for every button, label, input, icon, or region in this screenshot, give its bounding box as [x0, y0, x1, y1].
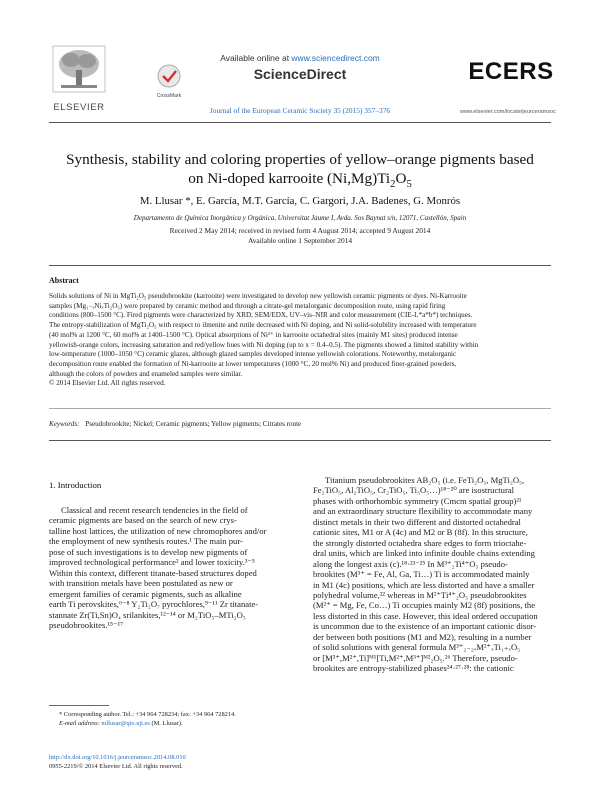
body-line: or [M³⁺,M²⁺,Ti]ᴹ¹[Ti,M²⁺,M³⁺]ᴹ²₂O₅.²⁶ Therefore, pseudo- [313, 652, 518, 663]
author-list: M. Llusar *, E. García, M.T. García, C. Gargori, J.A. Badenes, G. Monrós [139, 195, 461, 207]
abstract-line: low-temperature (1000–1050 °C) ceramic glazes, although glazed samples developed intense yellowish colorations. Noteworthy, metalorganic [49, 350, 457, 359]
body-line: brookites (M³⁺ = Fe, Al, Ga, Ti…) Ti is accommodated mainly [313, 569, 530, 580]
body-line: and an extraordinary structure flexibility to accommodate many [313, 506, 533, 517]
body-line: the employment of new synthesis routes.¹ The main pur- [49, 536, 243, 547]
body-line: the strongly distorted octahedra share edges to form trioctahe- [313, 537, 527, 548]
body-line: phases with orthorhombic symmetry (Cmcm spatial group)²¹ [313, 495, 522, 506]
abstract-line: samples (Mg₁₋ₓNiₓTi₂O₅) were prepared by ceramic method and through a citrate-gel metalorganic decomposition route, using rapid firing [49, 301, 446, 310]
crossmark-logo[interactable] [150, 64, 188, 99]
keywords-label: Keywords: [49, 420, 80, 428]
body-line: in M1 (4c) positions, which are less distorted and have a smaller [313, 579, 535, 590]
available-date: Available online 1 September 2014 [247, 236, 353, 245]
received-dates: Received 2 May 2014; received in revised form 4 August 2014; accepted 9 August 2014 [169, 226, 431, 235]
body-line: Fe₂TiO₅, Al₂TiO₅, Cr₂TiO₅, Ti₃O₅…)¹⁸⁻²⁰ are isostructural [313, 485, 515, 496]
left-column [49, 505, 287, 630]
abstract-line: decomposition route enabled the formation of Ni-karrooite at lower temperatures (1000 °C, 20 mol% Ni) and produced finer-grained powders, [49, 359, 457, 368]
corresponding-author: * Corresponding author. Tel.: +34 964 728234; fax: +34 964 728214. [59, 711, 236, 718]
footnote [49, 711, 294, 728]
body-line: ceramic pigments are based on the search of new crys- [49, 515, 237, 526]
publisher-name: ELSEVIER [53, 102, 105, 113]
journal-reference: Journal of the European Ceramic Society 35 (2015) 357–376 [209, 106, 391, 115]
abstract-line: conditions (800–1500 °C). Fired pigments were characterized by XRD, SEM/EDX, UV–vis–NIR and color measurement (CIE-L*a*b*) techniques. [49, 311, 473, 320]
crossmark-icon [157, 64, 181, 88]
email-link[interactable]: mllusar@qio.uji.es [101, 719, 150, 727]
abstract-line: (40 mol% at 1200 °C, 60 mol% at 1400–1500 °C). Optical absorptions of Ni²⁺ in karrooite octahedral sites (mainly M1 sites) produced intense [49, 330, 458, 339]
body-line: Titanium pseudobrookites AB₂O₅ (i.e. FeTi₂O₅, MgTi₂O₅, [325, 475, 525, 485]
journal-url[interactable]: www.elsevier.com/locate/jeurceramsoc [459, 109, 556, 115]
section-heading-introduction: 1. Introduction [49, 480, 102, 490]
right-column [313, 475, 551, 674]
body-line: talline host lattices, the utilization of new chromophores and/or [49, 525, 267, 536]
abstract-line: The entropy-stabilization of MgTi₂O₅ with respect to ilmenite and rutile decreased with Ni doping, and Ni solid-solubility increased with temperature [49, 321, 477, 330]
crossmark-label: CrossMark [156, 93, 182, 99]
ecers-logo: ECERS [468, 58, 554, 85]
copyright-line: © 2014 Elsevier Ltd. All rights reserved. [49, 379, 166, 388]
sciencedirect-link[interactable]: www.sciencedirect.com [291, 53, 380, 63]
elsevier-tree-icon [49, 44, 109, 96]
body-line: is uncommon due to the existence of an important cationic disor- [313, 621, 537, 632]
title-line-2: on Ni-doped karrooite $(Ni,Mg)Ti_2O_5$ [188, 170, 412, 191]
available-online: Available online at www.sciencedirect.com [220, 53, 380, 63]
keywords-list: Pseudobrookite; Nickel; Ceramic pigments; Yellow pigments; Citrates route [85, 420, 302, 428]
body-line: (M²⁺ = Mg, Fe, Co…) Ti occupies mainly M2 (8f) positions, the [313, 600, 536, 611]
email-line: E-mail address: mllusar@qio.uji.es (M. Llusar). [59, 719, 183, 727]
footnote-rule [49, 705, 109, 706]
body-line: stannate Zr(Ti,Sn)O₄ srilankites,¹²⁻¹⁴ or M₂TiO₅–MTi₂O₅ [49, 609, 246, 620]
body-line: brookites are entropy-stabilized phases²⁴·²⁷·²⁸: the cationic [313, 663, 514, 674]
body-line: der between both positions (M1 and M2), resulting in a number [313, 631, 532, 642]
body-line: dral units, which are linked into infinite double chains extending [313, 548, 535, 559]
doi-link[interactable]: http://dx.doi.org/10.1016/j.jeurceramsoc.2014.08.010 [49, 754, 186, 761]
abstract-body [49, 292, 551, 389]
body-line: pseudobrookites.¹⁵⁻¹⁷ [49, 619, 124, 630]
elsevier-logo [49, 44, 109, 113]
body-line: earth Ti perovskites,⁶⁻⁸ Y₂Ti₂O₇ pyrochlores,⁹⁻¹¹ Zr titanate- [49, 599, 259, 610]
body-line: improved technological performance² and lower toxicity.³⁻⁵ [49, 557, 255, 568]
body-line: Within this context, different titanate-based structures doped [49, 567, 257, 578]
body-line: cationic sites, M1 or A (4c) and M2 or B (8f). In this structure, [313, 527, 528, 538]
affiliation: Departamento de Química Inorgánica y Orgánica, Universitat Jaume I, Avda. Sos Baynat s/n, 12071, Castellón, Spain [133, 214, 467, 222]
body-line: less distorted in this case. However, this ideal ordered occupation [313, 610, 538, 621]
abstract-line: Solids solutions of Ni in MgTi₂O₅ pseudobrookite (karrooite) were investigated to develop new yellowish ceramic pigments or dyes. Ni-Karrooite [49, 292, 467, 300]
body-line: pose of such investigations is to develop new pigments of [49, 546, 248, 557]
article-title [30, 150, 570, 191]
sciencedirect-logo: ScienceDirect [253, 66, 347, 82]
title-line-1: Synthesis, stability and coloring properties of yellow–orange pigments based [66, 151, 534, 168]
body-line: distinct metals in their two different and distorted octahedral [313, 516, 521, 527]
body-line: emergent families of ceramic pigments, such as alkaline [49, 588, 242, 599]
issn-line: 0955-2219/© 2014 Elsevier Ltd. All rights reserved. [49, 763, 183, 770]
abstract-line: although the colors of powders and enameled samples were similar. [49, 369, 243, 378]
body-line: of solid solutions with general formula M³⁺₂₋₂ₓM²⁺ₓTi₁₊ₓO₅ [313, 642, 521, 653]
body-line: Classical and recent research tendencies in the field of [61, 505, 248, 515]
keywords [49, 420, 551, 428]
body-line: with transition metals have been postulated as new or [49, 578, 233, 589]
abstract-line: yellowish-orange colors, increasing saturation and red/yellow hues with Ni doping (up to x = 0.4–0.5). The pigments showed a limited stability within [49, 340, 479, 349]
abstract-heading: Abstract [49, 276, 79, 285]
body-line: along the longest axis (c).¹⁸·²³⁻²⁵ In M³⁺₂Ti⁴⁺O₅ pseudo- [313, 558, 508, 569]
body-line: polyhedral volume,²² whereas in M²⁺Ti⁴⁺₂O₅ pseudobrookites [313, 589, 527, 600]
